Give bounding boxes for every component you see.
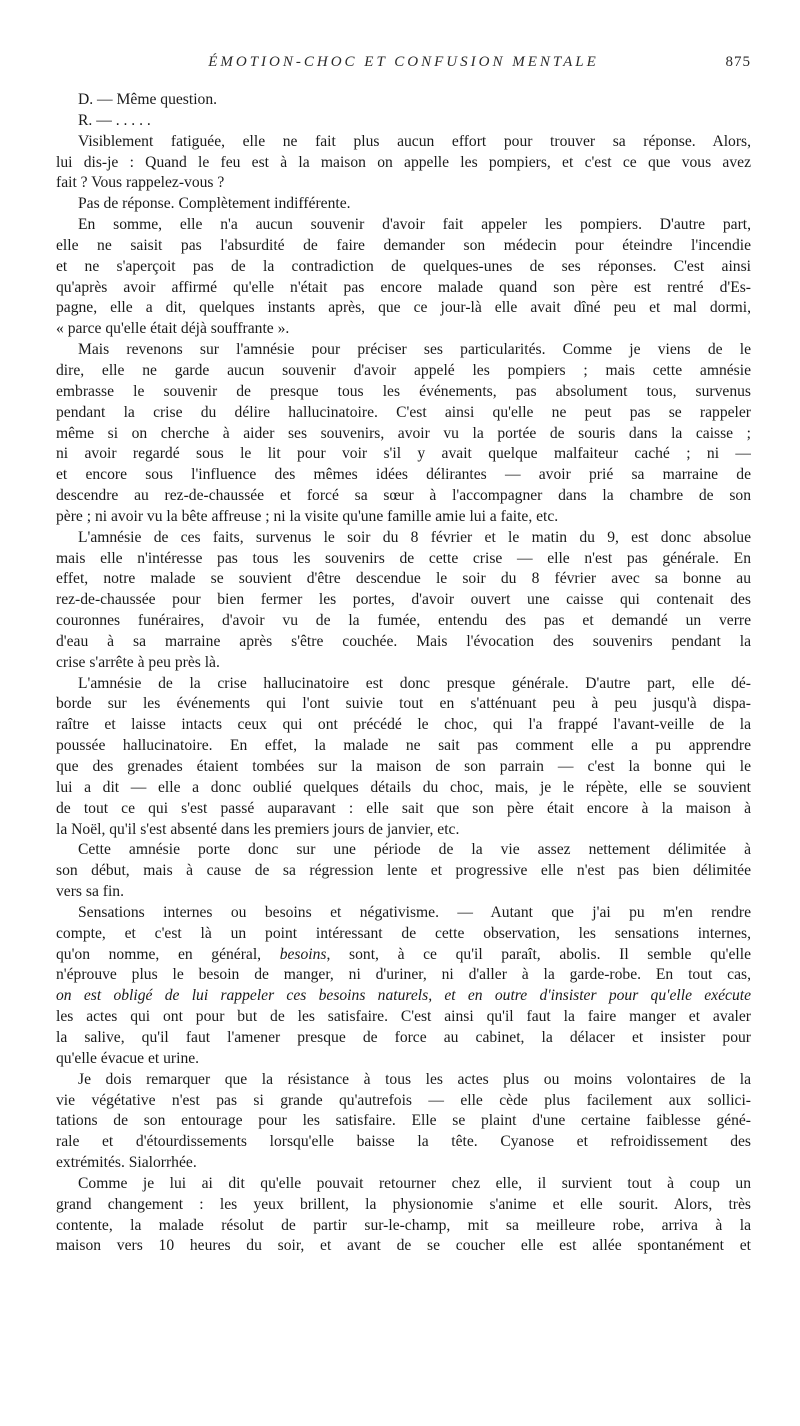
text-line: raître et laisse intacts ceux qui ont précédé le choc, qui l'a frappé l'avant-veille de la [56,716,751,734]
text-line: même si on cherche à aider ses souvenirs, avoir vu la portée de souris dans la caisse ; [56,424,751,442]
page-number: 875 [725,54,751,70]
text-line: effet, notre malade se souvient d'être descendue le soir du 8 février avec sa bonne au [56,570,751,588]
text-line: borde sur les événements qui l'ont suivie tout en s'atténuant peu à peu jusqu'à dispa- [56,695,751,713]
text-line: Pas de réponse. Complètement indifférente. [78,195,351,213]
text-line: Sensations internes ou besoins et négativisme. — Autant que j'ai pu m'en rendre [78,903,751,921]
text-line: crise s'arrête à peu près là. [56,653,220,671]
text-line: embrasse le souvenir de presque tous les événements, pas absolument tous, survenus [56,382,751,400]
running-head-title: ÉMOTION-CHOC ET CONFUSION MENTALE [208,54,599,70]
text-line: qu'on nomme, en général, besoins, sont, à ce qu'il paraît, abolis. Il semble qu'elle [56,945,751,963]
text-line: qu'elle évacue et urine. [56,1049,200,1067]
text-line: compte, et c'est là un point intéressant de cette observation, les sensations internes, [56,924,751,942]
text-line: L'amnésie de la crise hallucinatoire est donc presque générale. D'autre part, elle dé- [78,674,751,692]
text-line: père ; ni avoir vu la bête affreuse ; ni la visite qu'une famille amie lui a faite, etc. [56,507,559,525]
text-line: de tout ce qui s'est passé auparavant : elle sait que son père était encore à la maison à [56,799,751,817]
text-line: n'éprouve plus le besoin de manger, ni d'uriner, ni d'aller à la garde-robe. En tout cas, [56,966,751,984]
text-line: la salive, qu'il faut l'amener presque de force au cabinet, la délacer et insister pour [56,1028,751,1046]
text-line: extrémités. Sialorrhée. [56,1154,197,1172]
text-line: descendre au rez-de-chaussée et forcé sa sœur à l'accompagner dans la chambre de son [56,487,751,505]
text-line: et ne s'aperçoit pas de la contradiction de quelques-unes de ses réponses. C'est ainsi [56,257,751,275]
text-line: son début, mais à cause de sa régression lente et progressive elle n'est pas bien délimitée [56,862,751,880]
text-line: grand changement : les yeux brillent, la physionomie s'anime et elle sourit. Alors, très [56,1195,751,1213]
text-line: « parce qu'elle était déjà souffrante ». [56,320,290,338]
text-line: rale et d'étourdissements lorsqu'elle baisse la tête. Cyanose et refroidissement des [56,1133,751,1151]
text-line: fait ? Vous rappelez-vous ? [56,174,225,192]
text-line: d'eau à sa marraine après s'être couchée. Mais l'évocation des souvenirs pendant la [56,632,751,650]
text-line: L'amnésie de ces faits, survenus le soir du 8 février et le matin du 9, est donc absolue [78,528,751,546]
text-line: on est obligé de lui rappeler ces besoins naturels, et en outre d'insister pour qu'elle exécute [56,987,751,1005]
body-text [56,90,751,1257]
text-line: elle ne saisit pas l'absurdité de faire demander son médecin pour éteindre l'incendie [56,236,751,254]
text-line: lui dis-je : Quand le feu est à la maison on appelle les pompiers, et c'est ce que vous avez [56,153,751,171]
text-line: mais elle n'intéresse pas tous les souvenirs de cette crise — elle n'est pas générale. En [56,549,751,567]
text-line: lui a dit — elle a donc oublié quelques détails du choc, mais, je le répète, elle se souvient [56,778,751,796]
text-line: qu'après avoir affirmé qu'elle n'était pas encore malade quand son père est rentré d'Es- [56,278,751,296]
text-line: R. — . . . . . [78,111,151,129]
text-line: Visiblement fatiguée, elle ne fait plus aucun effort pour trouver sa réponse. Alors, [78,132,751,150]
text-line: D. — Même question. [78,91,218,108]
text-line: et encore sous l'influence des mêmes idées délirantes — avoir prié sa marraine de [56,466,751,484]
text-line: Comme je lui ai dit qu'elle pouvait retourner chez elle, il survient tout à coup un [78,1174,751,1192]
text-line: rez-de-chaussée pour bien fermer les portes, d'avoir ouvert une caisse qui contenait des [56,591,751,609]
text-line: contente, la malade résolut de partir sur-le-champ, mit sa meilleure robe, arriva à la [56,1216,751,1234]
text-line: En somme, elle n'a aucun souvenir d'avoir fait appeler les pompiers. D'autre part, [78,216,751,234]
document-page [56,0,751,1426]
text-line: ni avoir regardé sous le lit pour voir s'il y avait quelque malfaiteur caché ; ni — [56,445,751,463]
text-line: tations de son entourage pour les satisfaire. Elle se plaint d'une certaine faiblesse géné- [56,1112,751,1130]
text-line: vie végétative n'est pas si grande qu'autrefois — elle cède plus facilement aux sollici- [56,1091,751,1109]
text-line: vers sa fin. [56,883,124,901]
text-line: dire, elle ne garde aucun souvenir d'avoir appelé les pompiers ; mais cette amnésie [56,361,751,379]
text-line: la Noël, qu'il s'est absenté dans les premiers jours de janvier, etc. [56,820,460,838]
text-line: les actes qui ont pour but de les satisfaire. C'est ainsi qu'il faut la faire manger et avaler [56,1008,751,1026]
text-line: que des grenades étaient tombées sur la maison de son parrain — c'est la bonne qui le [56,758,751,775]
text-line: Je dois remarquer que la résistance à tous les actes plus ou moins volontaires de la [78,1070,751,1088]
running-head [56,54,751,78]
text-line: Cette amnésie porte donc sur une période de la vie assez nettement délimitée à [78,841,751,859]
text-line: Mais revenons sur l'amnésie pour préciser ses particularités. Comme je viens de le [78,341,751,359]
text-line: pagne, elle a dit, quelques instants après, que ce jour-là elle avait dîné peu et mal dormi, [56,299,751,317]
text-line: pendant la crise du délire hallucinatoire. C'est ainsi qu'elle ne peut pas se rappeler [56,403,751,421]
text-line: maison vers 10 heures du soir, et avant de se coucher elle est allée spontanément et [56,1237,751,1255]
text-line: poussée hallucinatoire. En effet, la malade ne sait pas comment elle a pu apprendre [56,737,751,755]
text-line: couronnes funéraires, d'avoir vu de la fumée, entendu des pas et demandé un verre [56,612,751,630]
